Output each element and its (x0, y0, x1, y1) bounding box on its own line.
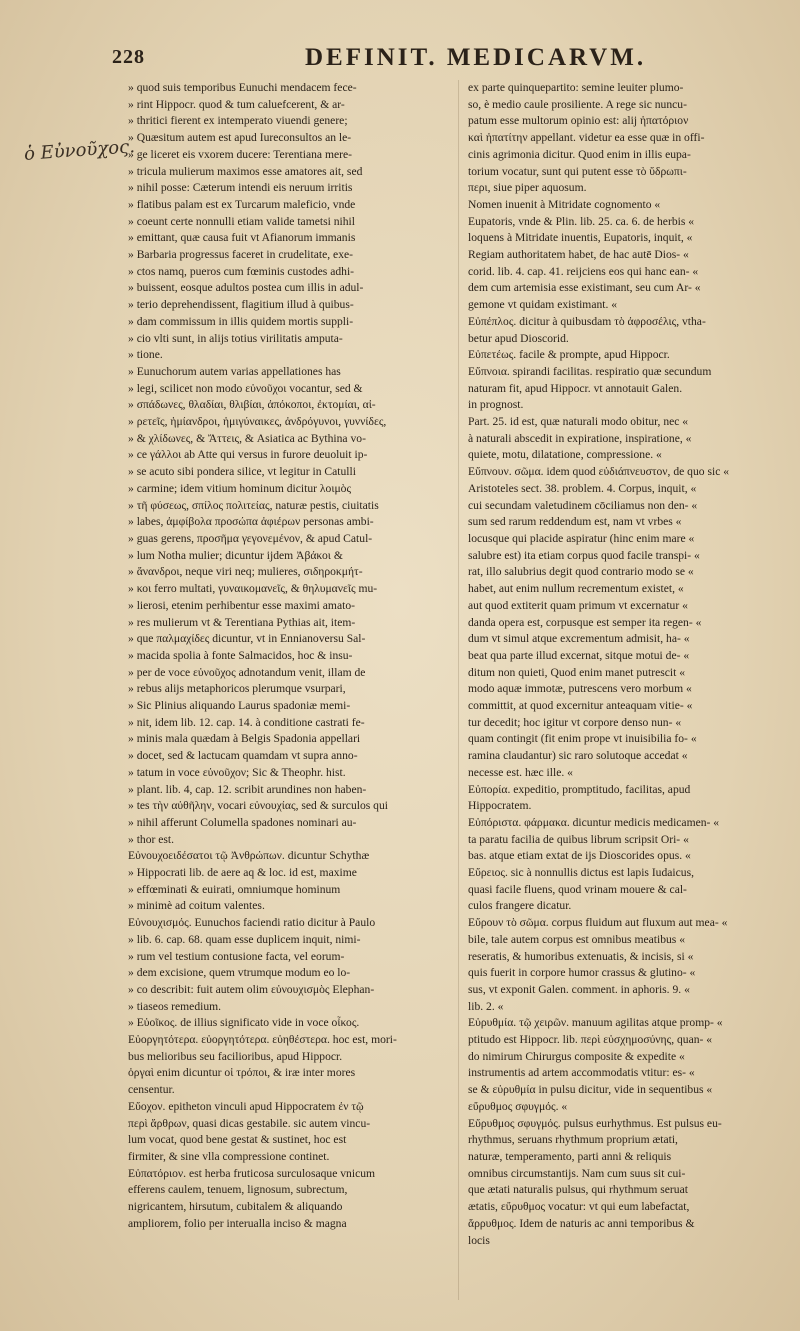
text-line: ἄρρυθμος. Idem de naturis ac anni temporibus & (468, 1216, 695, 1230)
text-line: » ρετεῖς, ἡμίανδροι, ἡμιγύναικες, ἀνδρόγυνοι, γυννίδες, (128, 415, 387, 429)
text-line: se & εὐρυθμία in pulsu dicitur, vide in sequentibus « (468, 1083, 713, 1097)
text-line: ta paratu facilia de quibus librum scripsit Ori- « (468, 832, 689, 846)
text-line: lib. 2. « (468, 999, 504, 1013)
text-line: que ætati naturalis pulsus, qui rhythmum seruat (468, 1183, 688, 1197)
text-line: » flatibus palam est ex Turcarum maleficio, vnde (128, 197, 356, 211)
text-line: ptitudo est Hippocr. lib. περὶ εὐσχημοσύνης, quan- « (468, 1033, 713, 1047)
text-line: gemone vt quidam existimant. « (468, 298, 618, 312)
text-line: corid. lib. 4. cap. 41. reijciens eos qui hanc ean- « (468, 264, 699, 278)
text-line: ampliorem, folio per interualla inciso & magna (128, 1216, 347, 1230)
text-line: bas. atque etiam extat de ijs Dioscorides opus. « (468, 849, 691, 863)
text-line: censentur. (128, 1083, 175, 1097)
text-line: torium vocatur, sunt qui putent esse τὸ ὕδρωπι- (468, 164, 687, 178)
text-line: quiete, motu, dilatatione, compressione. « (468, 448, 662, 462)
text-line: Εὐρυθμία. τῷ χειρῶν. manuum agilitas atque promp- « (468, 1016, 723, 1030)
text-line: rat, illo salubrius degit quod contrario modo se « (468, 565, 694, 579)
handwritten-margin-note: ὁ Εὐνοῦχος. (23, 136, 136, 165)
text-line: » res mulierum vt & Terentiana Pythias ait, item- (128, 615, 356, 629)
text-line: » tione. (128, 348, 163, 362)
text-line: Regiam authoritatem habet, de hac autē Dios- « (468, 248, 689, 262)
text-line: εὔρυθμος σφυγμός. « (468, 1099, 568, 1113)
text-line: à naturali abscedit in expiratione, inspiratione, « (468, 431, 692, 445)
text-line: » carmine; idem vitium hominum dicitur λοιμὸς (128, 481, 352, 495)
text-line: Εὐπατόριον. est herba fruticosa surculosaque vnicum (128, 1166, 376, 1180)
text-line: » ge liceret eis vxorem ducere: Terentiana mere- (128, 147, 352, 161)
text-line: reseratis, & humoribus extenuatis, & incisis, si « (468, 949, 694, 963)
text-line: Nomen inuenit à Mitridate cognomento « (468, 197, 661, 211)
text-line: salubre est) ita etiam corpus quod facile transpi- « (468, 548, 700, 562)
text-line: sum sed rarum reddendum est, nam vt vrbes « (468, 515, 682, 529)
text-line: » guas gerens, προσῆμα γεγονεμένον, & apud Catul- (128, 531, 373, 545)
text-line: » τῆ φύσεως, σπίλος πολιτείας, naturæ pestis, ciuitatis (128, 498, 379, 512)
text-line: sus, vt exponit Galen. comment. in aphoris. 9. « (468, 982, 690, 996)
running-head: DEFINIT. MEDICARVM. (305, 44, 647, 71)
text-line: aut quod extiterit quam primum vt excernatur « (468, 598, 688, 612)
text-line: nigricantem, hirsutum, cubitalem & aliquando (128, 1200, 343, 1214)
text-line: » thor est. (128, 832, 175, 846)
text-line: » rum vel testium contusione facta, vel eorum- (128, 949, 345, 963)
text-line: » tes τὴν αὐθῆλην, vocari εὐνουχίας, sed & surculos qui (128, 799, 388, 813)
text-line: » lierosi, etenim perhibentur esse maximi amato- (128, 598, 355, 612)
text-line: lum vocat, quod bene gestat & sustinet, hoc est (128, 1133, 347, 1147)
text-line: locusque qui placide aspiratur (hinc enim mare « (468, 531, 695, 545)
text-line: Aristoteles sect. 38. problem. 4. Corpus, inquit, « (468, 481, 697, 495)
text-line: loquens à Mitridate inuentis, Eupatoris, inquit, « (468, 231, 693, 245)
text-line: » dem excisione, quem vtrumque modum eo lo- (128, 966, 351, 980)
left-column (128, 80, 450, 1315)
text-line: » coeunt certe nonnulli etiam valide tametsi nihil (128, 214, 355, 228)
text-line: » terio deprehendissent, flagitium illud à quibus- (128, 298, 354, 312)
text-line: Eupatoris, vnde & Plin. lib. 25. ca. 6. de herbis « (468, 214, 695, 228)
text-line: » thritici fierent ex intemperato viuendi genere; (128, 114, 348, 128)
right-column (468, 80, 772, 1315)
text-line: beat qua parte illud excernat, sitque motui de- « (468, 648, 690, 662)
text-line: ex parte quinquepartito: semine leuiter plumo- (468, 81, 684, 94)
text-line: » Quæsitum autem est apud Iureconsultos an le- (128, 131, 352, 145)
text-line: » ctos namq, pueros cum fœminis custodes adhi- (128, 264, 355, 278)
text-line: » rint Hippocr. quod & tum caluefcerent, & ar- (128, 97, 345, 111)
text-line: » σπάδωνες, θλαδίαι, θλιβίαι, ἀπόκοποι, ἐκτομίαι, αἰ- (128, 398, 376, 412)
text-line: Hippocratem. (468, 799, 532, 813)
text-line: Εὐνουχοειδέσατοι τῷ Ἀνθρώπων. dicuntur Schythæ (128, 849, 370, 863)
text-line: Εὔοχον. epitheton vinculi apud Hippocratem ἐν τῷ (128, 1099, 364, 1113)
text-line: necesse est. hæc ille. « (468, 765, 573, 779)
text-line: » nihil afferunt Columella spadones nominari au- (128, 815, 357, 829)
text-line: Εὐπορία. expeditio, promptitudo, facilitas, apud (468, 782, 691, 796)
text-line: » nihil posse: Cæterum intendi eis neruum irritis (128, 181, 353, 195)
text-line: καὶ ἠπατίτην appellant. videtur ea esse quæ in offi- (468, 131, 705, 145)
text-line: habet, aut enim nullum recrementum existet, « (468, 582, 684, 596)
text-line: » legi, scilicet non modo εὐνοῦχοι vocantur, sed & (128, 381, 363, 395)
text-line: betur apud Dioscorid. (468, 331, 569, 345)
text-line: » κοι ferro multati, γυναικομανεῖς, & θηλυμανεῖς mu- (128, 582, 378, 596)
text-line: ditum non quieti, Quod enim manet putrescit « (468, 665, 686, 679)
text-line: Εὔρυθμος σφυγμός. pulsus eurhythmus. Est pulsus eu- (468, 1116, 722, 1130)
text-line: tur decedit; hoc igitur vt corpore denso nun- « (468, 715, 682, 729)
text-line: » per de voce εὐνοῦχος adnotandum venit, illam de (128, 665, 366, 679)
text-line: naturæ, temperamento, parti anni & reliquis (468, 1150, 672, 1163)
text-line: » Εὐοῖκος. de illius significato vide in voce οἶκος. (128, 1016, 360, 1030)
text-line: » effœminati & euirati, omniumque hominum (128, 882, 341, 896)
text-line: περι, siue piper aquosum. (468, 181, 587, 195)
text-line: Εὔπνοια. spirandi facilitas. respiratio quæ secundum (468, 364, 712, 378)
text-line: bile, tale autem corpus est omnibus meatibus « (468, 932, 686, 946)
text-line: » ce γάλλοι ab Atte qui versus in furore deuoluit ip- (128, 448, 368, 462)
text-line: culos frangere dicatur. (468, 899, 572, 913)
text-line: Εὐπόριστα. φάρμακα. dicuntur medicis medicamen- « (468, 815, 720, 829)
text-line: rhythmus, seruans rhythmum proprium ætati, (468, 1133, 678, 1147)
text-line: » se acuto sibi pondera silice, vt legitur in Catulli (128, 465, 356, 479)
text-line: modo aquæ immotæ, putrescens vero morbum « (468, 682, 692, 696)
text-line: » quod suis temporibus Eunuchi mendacem fece- (128, 81, 357, 94)
text-line: » Eunuchorum autem varias appellationes has (128, 364, 341, 378)
text-line: » Hippocrati lib. de aere aq & loc. id est, maxime (128, 866, 357, 880)
text-line: ætatis, εὔρυθμος vocatur: vt qui eum labefactat, (468, 1200, 690, 1214)
text-line: » labes, ἀμφίβολα προσώπα ἀφιέρων personas ambi- (128, 515, 374, 529)
text-line: περὶ ἄρθρων, quasi dicas gestabile. sic autem vincu- (128, 1116, 371, 1130)
text-line: » buissent, eosque adultos postea cum illis in adul- (128, 281, 364, 295)
text-line: » minimè ad coitum valentes. (128, 899, 265, 913)
text-line: so, è medio caule prosiliente. A rege sic nuncu- (468, 97, 687, 111)
text-line: quam contingit (fit enim prope vt inuisibilia fo- « (468, 732, 697, 746)
text-line: » docet, sed & lactucam quamdam vt supra anno- (128, 749, 358, 763)
text-line: Εὐνουχισμός. Eunuchos faciendi ratio dicitur à Paulo (128, 916, 376, 930)
text-line: » minis mala quædam à Belgis Spadonia appellari (128, 732, 361, 746)
text-line: » lum Notha mulier; dicuntur ijdem Ἀβάκοι & (128, 548, 343, 562)
text-line: » tricula mulierum maximos esse amatores ait, sed (128, 164, 363, 178)
text-line: bus melioribus seu facilioribus, apud Hippocr. (128, 1049, 343, 1063)
text-line: » rebus alijs metaphoricos plerumque vsurpari, (128, 682, 346, 696)
text-line: firmiter, & sine vlla compressione continet. (128, 1150, 330, 1163)
text-line: » dam commissum in illis quidem mortis suppli- (128, 314, 354, 328)
text-line: do nimirum Chirurgus composite & expedite « (468, 1049, 685, 1063)
text-line: » que παλμαχίδες dicuntur, vt in Ennianoversu Sal- (128, 632, 366, 646)
text-line: Part. 25. id est, quæ naturali modo obitur, nec « (468, 415, 689, 429)
text-line: » tatum in voce εὐνοῦχον; Sic & Theophr. hist. (128, 765, 346, 779)
text-line: » lib. 6. cap. 68. quam esse duplicem inquit, nimi- (128, 932, 361, 946)
text-line: patum esse multorum opinio est: alij ἠπατόριον (468, 114, 689, 128)
text-line: » nit, idem lib. 12. cap. 14. à conditione castrati fe- (128, 715, 365, 729)
text-line: » Sic Plinius aliquando Laurus spadoniæ memi- (128, 699, 351, 713)
text-line: » ἄνανδροι, neque viri neq; mulieres, σιδηροκμήτ- (128, 565, 363, 579)
page-header (0, 46, 800, 76)
text-line: » plant. lib. 4, cap. 12. scribit arundines non haben- (128, 782, 367, 796)
text-line: » co describit: fuit autem olim εὐνουχισμὸς Elephan- (128, 982, 375, 996)
text-line: quis fuerit in corpore humor crassus & glutino- « (468, 966, 696, 980)
text-line: Εὐοργητότερα. εὐοργητότερα. εὐηθέστερα. hoc est, mori- (128, 1033, 397, 1047)
text-line: Εὐπέπλος. dicitur à quibusdam τὸ ἀφροσέλις, vtha- (468, 314, 706, 328)
text-line: locis (468, 1233, 490, 1247)
text-line: » Barbaria progressus faceret in crudelitate, exe- (128, 248, 354, 262)
text-line: cinis agrimonia dicitur. Quod enim in illis eupa- (468, 147, 691, 161)
text-line: dem cum artemisia esse existimant, seu cum Ar- « (468, 281, 701, 295)
text-line: » emittant, quæ causa fuit vt Afianorum immanis (128, 231, 356, 245)
text-line: dum vt simul atque excrementum admisit, ha- « (468, 632, 690, 646)
text-line: ὀργαὶ enim dicuntur οἱ τρόποι, & iræ inter mores (128, 1066, 356, 1080)
text-line: ramina claudantur) sic raro solutoque accedat « (468, 749, 688, 763)
text-line: cui secundam valetudinem cōciliamus non den- « (468, 498, 698, 512)
text-line: committit, at quod excernitur anteaquam vitie- « (468, 699, 693, 713)
text-line: instrumentis ad artem accommodatis vtitur: es- « (468, 1066, 695, 1080)
text-line: » macida spolia à fonte Salmacidos, hoc & insu- (128, 648, 353, 662)
text-line: » tiaseos remedium. (128, 999, 222, 1013)
text-line: » cio vlti sunt, in alijs totius virilitatis amputa- (128, 331, 343, 345)
text-line: in prognost. (468, 398, 524, 412)
text-line: naturam fit, apud Hippocr. vt annotauit Galen. (468, 381, 683, 395)
text-line: danda opera est, corpusque est semper ita regen- « (468, 615, 702, 629)
text-line: efferens caulem, tenuem, lignosum, subrectum, (128, 1183, 348, 1197)
text-line: Εὔπνουν. σῶμα. idem quod εὐδιάπνευστον, de quo sic « (468, 465, 730, 479)
text-line: Εὐπετέως. facile & prompte, apud Hippocr. (468, 348, 670, 362)
text-line: » & χλίδωνες, & Ἄττεις, & Asiatica ac Bythina vo- (128, 431, 366, 445)
text-line: Εὔρειος. sic à nonnullis dictus est lapis Iudaicus, (468, 866, 694, 880)
text-line: omnibus circumstantijs. Nam cum suus sit cui- (468, 1166, 686, 1180)
page-number: 228 (112, 46, 145, 68)
column-divider (458, 80, 459, 1300)
text-line: quasi facile fluens, quod vrinam mouere & cal- (468, 882, 687, 896)
text-line: Εὔρουν τὸ σῶμα. corpus fluidum aut fluxum aut mea- « (468, 916, 728, 930)
